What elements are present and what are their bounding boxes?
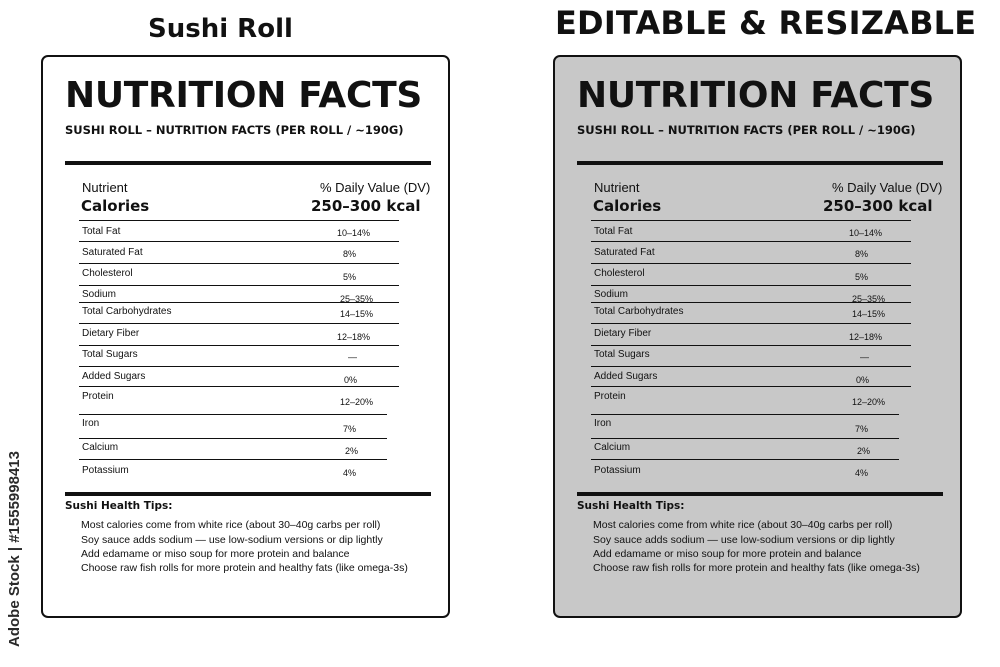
health-tip: Soy sauce adds sodium — use low-sodium versions or dip lightly [81,534,383,546]
nutrient-row [591,241,911,261]
nutrition-facts-title: NUTRITION FACTS [65,75,422,116]
nutrient-name: Total Sugars [594,349,650,360]
nutrient-name: Total Fat [82,226,121,237]
nutrient-name: Cholesterol [594,268,645,279]
health-tip: Soy sauce adds sodium — use low-sodium versions or dip lightly [593,534,895,546]
stock-credit: Adobe Stock | #1555998413 [6,451,23,647]
nutrient-daily-value: 4% [343,468,357,478]
nutrient-daily-value: 25–35% [852,294,886,304]
nutrient-daily-value: 7% [855,424,869,434]
nutrient-name: Protein [594,391,626,402]
nutrient-name: Saturated Fat [594,247,655,258]
nutrient-name: Saturated Fat [82,247,143,258]
nutrient-row [79,345,399,365]
nutrient-row [79,414,387,434]
nutrient-column-header: Nutrient [594,180,640,195]
daily-value-column-header: % Daily Value (DV) [832,180,943,195]
nutrition-label-white [41,55,450,618]
nutrient-name: Total Carbohydrates [594,306,684,317]
nutrient-row [591,302,911,322]
nutrient-row [591,438,899,458]
nutrient-daily-value: 8% [343,249,357,259]
nutrient-daily-value: 7% [343,424,357,434]
nutrient-daily-value: 25–35% [340,294,374,304]
nutrient-name: Total Sugars [82,349,138,360]
nutrient-row [591,366,911,386]
nutrient-daily-value: 2% [857,446,871,456]
nutrition-label-gray [553,55,962,618]
nutrient-name: Cholesterol [82,268,133,279]
nutrient-name: Potassium [594,465,641,476]
nutrient-name: Calcium [594,442,631,453]
nutrient-name: Total Carbohydrates [82,306,172,317]
nutrient-name: Iron [594,418,612,429]
right-heading: EDITABLE & RESIZABLE [555,4,977,42]
serving-subtitle: SUSHI ROLL – NUTRITION FACTS (PER ROLL / ~190G) [65,123,404,137]
nutrient-daily-value: 12–20% [340,397,374,407]
nutrient-row [591,386,911,406]
nutrient-row [79,323,399,343]
left-heading: Sushi Roll [148,14,293,44]
nutrient-daily-value: 14–15% [852,309,886,319]
nutrient-row [591,345,911,365]
nutrient-row [79,438,387,458]
nutrient-row [591,323,911,343]
nutrient-daily-value: 12–18% [337,332,371,342]
thick-divider [577,161,943,165]
nutrient-daily-value: 5% [343,272,357,282]
nutrient-daily-value: 0% [856,375,870,385]
nutrient-name: Iron [82,418,100,429]
nutrient-name: Total Fat [594,226,633,237]
thick-divider [65,492,431,496]
thick-divider [65,161,431,165]
thick-divider [577,492,943,496]
nutrient-name: Added Sugars [82,371,146,382]
nutrient-daily-value: 5% [855,272,869,282]
nutrient-daily-value: 0% [344,375,358,385]
nutrient-daily-value: 12–18% [849,332,883,342]
nutrient-daily-value: — [348,352,357,362]
daily-value-column-header: % Daily Value (DV) [320,180,431,195]
nutrient-name: Potassium [82,465,129,476]
nutrient-daily-value: — [860,352,869,362]
nutrient-row [591,263,911,283]
nutrient-daily-value: 10–14% [849,228,883,238]
nutrient-row [79,220,399,240]
nutrient-name: Sodium [594,289,628,300]
calories-label: Calories [593,197,662,215]
serving-subtitle: SUSHI ROLL – NUTRITION FACTS (PER ROLL / ~190G) [577,123,916,137]
health-tip: Choose raw fish rolls for more protein and healthy fats (like omega-3s) [593,562,920,574]
nutrient-row [79,386,399,406]
nutrient-row [591,220,911,240]
nutrient-row [79,263,399,283]
health-tip: Most calories come from white rice (about 30–40g carbs per roll) [81,519,381,531]
nutrient-name: Protein [82,391,114,402]
calories-value: 250–300 kcal [311,197,421,215]
nutrient-row [79,241,399,261]
nutrient-row [79,366,399,386]
nutrient-name: Dietary Fiber [594,328,652,339]
nutrient-daily-value: 12–20% [852,397,886,407]
nutrition-facts-title: NUTRITION FACTS [577,75,934,116]
nutrient-column-header: Nutrient [82,180,128,195]
nutrient-daily-value: 2% [345,446,359,456]
calories-value: 250–300 kcal [823,197,933,215]
nutrient-row [591,414,899,434]
health-tip: Choose raw fish rolls for more protein and healthy fats (like omega-3s) [81,562,408,574]
nutrient-daily-value: 14–15% [340,309,374,319]
calories-label: Calories [81,197,150,215]
health-tips-title: Sushi Health Tips: [65,500,173,512]
health-tip: Add edamame or miso soup for more protein and balance [81,548,350,560]
nutrient-row [79,459,387,479]
nutrient-name: Dietary Fiber [82,328,140,339]
nutrient-name: Calcium [82,442,119,453]
nutrient-daily-value: 8% [855,249,869,259]
nutrient-daily-value: 4% [855,468,869,478]
nutrient-row [591,459,899,479]
nutrient-row [79,302,399,322]
nutrient-name: Added Sugars [594,371,658,382]
health-tips-title: Sushi Health Tips: [577,500,685,512]
health-tip: Add edamame or miso soup for more protein and balance [593,548,862,560]
health-tip: Most calories come from white rice (about 30–40g carbs per roll) [593,519,893,531]
nutrient-name: Sodium [82,289,116,300]
nutrient-daily-value: 10–14% [337,228,371,238]
